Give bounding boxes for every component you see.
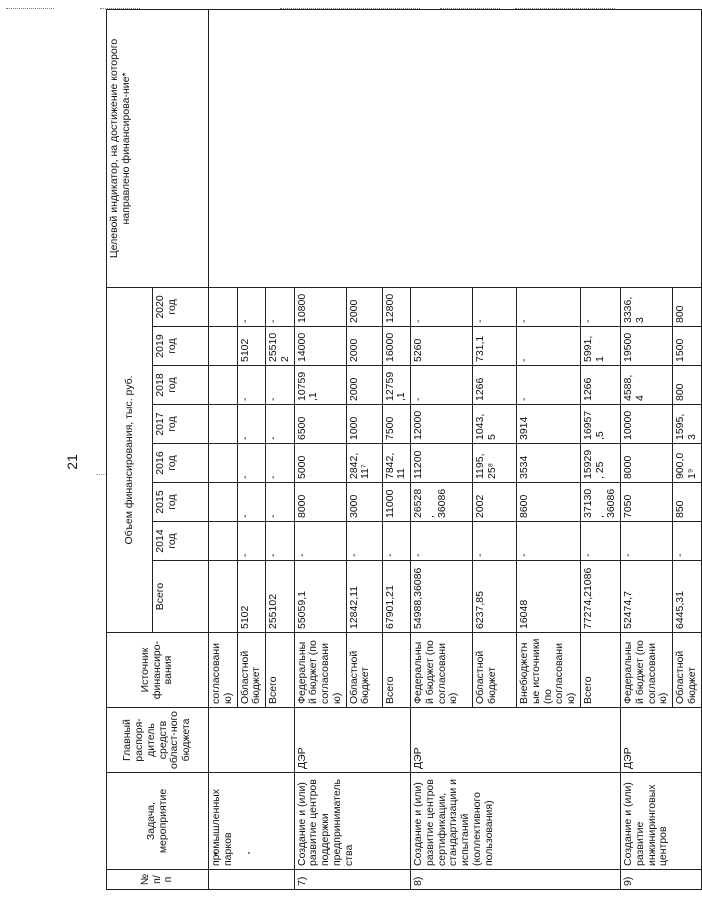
cell-year-value: 1000 [346,405,382,444]
cell-source: Областной бюджет [237,633,266,708]
header-source: Источник финансиро-вания [107,633,209,708]
cell-year-value: - [266,405,295,444]
cell-year-value: 2002 [473,483,517,522]
cell-year-value: 10759,1 [294,366,346,405]
cell-total: 54988,36086 [411,561,473,633]
header-volume: Объем финансирования, тыс. руб. [107,287,153,632]
cell-year-value: - [237,366,266,405]
cell-year-value: - [473,287,517,326]
cell-indicator [209,9,702,287]
cell-year-value: - [411,366,473,405]
cell-year-value: 6500 [294,405,346,444]
header-total: Всего [153,561,209,633]
header-year: 2015 год [153,483,209,522]
cell-admin: ДЭР [411,708,621,773]
cell-total [209,561,238,633]
cell-year-value [209,522,238,561]
cell-task: Создание и (или) развитие центров поддержки предпринимательства [294,773,411,870]
cell-year-value: 16957,5 [580,405,620,444]
cell-source: Всего [266,633,295,708]
cell-year-value: - [580,522,620,561]
cell-source: Всего [382,633,411,708]
header-year: 2020 год [153,287,209,326]
cell-year-value: - [266,483,295,522]
cell-year-value: - [382,522,411,561]
cell-year-value: 255102 [266,327,295,366]
cell-source: Федеральный бюджет (по согласованию) [621,633,673,708]
cell-admin: ДЭР [621,708,702,773]
cell-total: 6237,85 [473,561,517,633]
cell-source: Областной бюджет [346,633,382,708]
cell-year-value: - [237,483,266,522]
cell-num: 8) [411,870,621,890]
cell-year-value: - [266,444,295,483]
cell-year-value: - [346,522,382,561]
cell-year-value: 8000 [621,444,673,483]
table-row [209,9,238,889]
cell-year-value: - [673,522,702,561]
cell-year-value: 800 [673,366,702,405]
header-year: 2019 год [153,327,209,366]
cell-year-value: 7842, 11 [382,444,411,483]
cell-source: Всего [580,633,620,708]
cell-year-value: 26528, 36086 [411,483,473,522]
cell-total: 77274,21086 [580,561,620,633]
cell-year-value: 10800 [294,287,346,326]
cell-total: 55059,1 [294,561,346,633]
cell-total: 52474,7 [621,561,673,633]
cell-year-value: 7500 [382,405,411,444]
cell-year-value: 3914 [517,405,581,444]
cell-year-value: 2842, 11⁷ [346,444,382,483]
cell-task: Создание и (или) развитие инжиниринговых центров [621,773,702,870]
cell-year-value: - [621,522,673,561]
cell-year-value: 5102 [237,327,266,366]
cell-year-value: 14000 [294,327,346,366]
cell-year-value: 3534 [517,444,581,483]
header-num: № п/п [107,870,209,890]
cell-year-value [209,327,238,366]
cell-year-value [209,483,238,522]
cell-task: Создание и (или) развитие центров сертификации, стандартизации и испытаний (коллективного пользования) [411,773,621,870]
cell-year-value: 1266 [473,366,517,405]
cell-year-value: 1043,5 [473,405,517,444]
cell-year-value: 3336,3 [621,287,673,326]
cell-year-value: - [237,405,266,444]
cell-year-value: 2000 [346,366,382,405]
cell-year-value: 900,01⁹ [673,444,702,483]
cell-year-value: - [411,522,473,561]
cell-source: Областной бюджет [673,633,702,708]
cell-year-value: 8600 [517,483,581,522]
cell-total: 6445,31 [673,561,702,633]
cell-year-value: 2000 [346,287,382,326]
cell-year-value [209,444,238,483]
page-number: 21 [64,454,80,470]
cell-source: Федеральный бюджет (по согласованию) [411,633,473,708]
cell-admin [209,708,295,773]
cell-year-value: 12000 [411,405,473,444]
cell-year-value: - [517,327,581,366]
cell-year-value: 1595,3 [673,405,702,444]
header-year: 2016 год [153,444,209,483]
cell-year-value: 37130, 36086 [580,483,620,522]
cell-source: Областной бюджет [473,633,517,708]
cell-num: 9) [621,870,702,890]
cell-year-value: 850 [673,483,702,522]
header-year: 2018 год [153,366,209,405]
cell-source: согласованию) [209,633,238,708]
cell-year-value [209,405,238,444]
cell-year-value: - [517,366,581,405]
cell-year-value: 11000 [382,483,411,522]
cell-year-value: - [580,287,620,326]
cell-year-value: 19500 [621,327,673,366]
financing-table [106,9,702,890]
cell-num: 7) [294,870,411,890]
cell-year-value: 4588,4 [621,366,673,405]
cell-year-value: 12759,1 [382,366,411,405]
cell-year-value: - [517,522,581,561]
cell-year-value [209,366,238,405]
cell-total: 12842,11 [346,561,382,633]
cell-year-value: - [237,444,266,483]
cell-year-value: 1195, 25⁸ [473,444,517,483]
rotated-table-container [106,38,698,890]
cell-year-value: 1266 [580,366,620,405]
cell-year-value: - [517,287,581,326]
cell-year-value [209,287,238,326]
table-body [209,9,702,889]
cell-year-value: 1500 [673,327,702,366]
header-admin: Главный распоря-дитель средств област-ного бюджета [107,708,209,773]
header-year: 2017 год [153,405,209,444]
cell-year-value: 5000 [294,444,346,483]
cell-year-value: 5260 [411,327,473,366]
cell-year-value: 7050 [621,483,673,522]
cell-year-value: 3000 [346,483,382,522]
cell-year-value: - [266,366,295,405]
cell-year-value: - [294,522,346,561]
cell-year-value: 15929, 25 [580,444,620,483]
cell-year-value: 8000 [294,483,346,522]
cell-year-value: - [266,522,295,561]
cell-num [209,870,295,890]
cell-year-value: - [237,287,266,326]
cell-total: 255102 [266,561,295,633]
scan-mark [96,474,106,476]
cell-admin: ДЭР [294,708,411,773]
cell-total: 5102 [237,561,266,633]
cell-year-value: 2000 [346,327,382,366]
cell-year-value: - [237,522,266,561]
cell-year-value: - [473,522,517,561]
cell-year-value: 731,1 [473,327,517,366]
header-year: 2014 год [153,522,209,561]
cell-task: промышленных парков [209,773,295,870]
cell-year-value: - [411,287,473,326]
header-task: Задача, мероприятие [107,773,209,870]
cell-source: Внебюджетные источники (по согласованию) [517,633,581,708]
cell-source: Федеральный бюджет (по согласованию) [294,633,346,708]
cell-year-value: 10000 [621,405,673,444]
cell-year-value: - [266,287,295,326]
cell-year-value: 11200 [411,444,473,483]
cell-total: 16048 [517,561,581,633]
header-indicator: Целевой индикатор, на достижение которого направлено финансирова-ние* [107,9,209,287]
cell-year-value: 16000 [382,327,411,366]
cell-total: 67901,21 [382,561,411,633]
cell-year-value: 5991,1 [580,327,620,366]
cell-year-value: 800 [673,287,702,326]
cell-year-value: 12800 [382,287,411,326]
